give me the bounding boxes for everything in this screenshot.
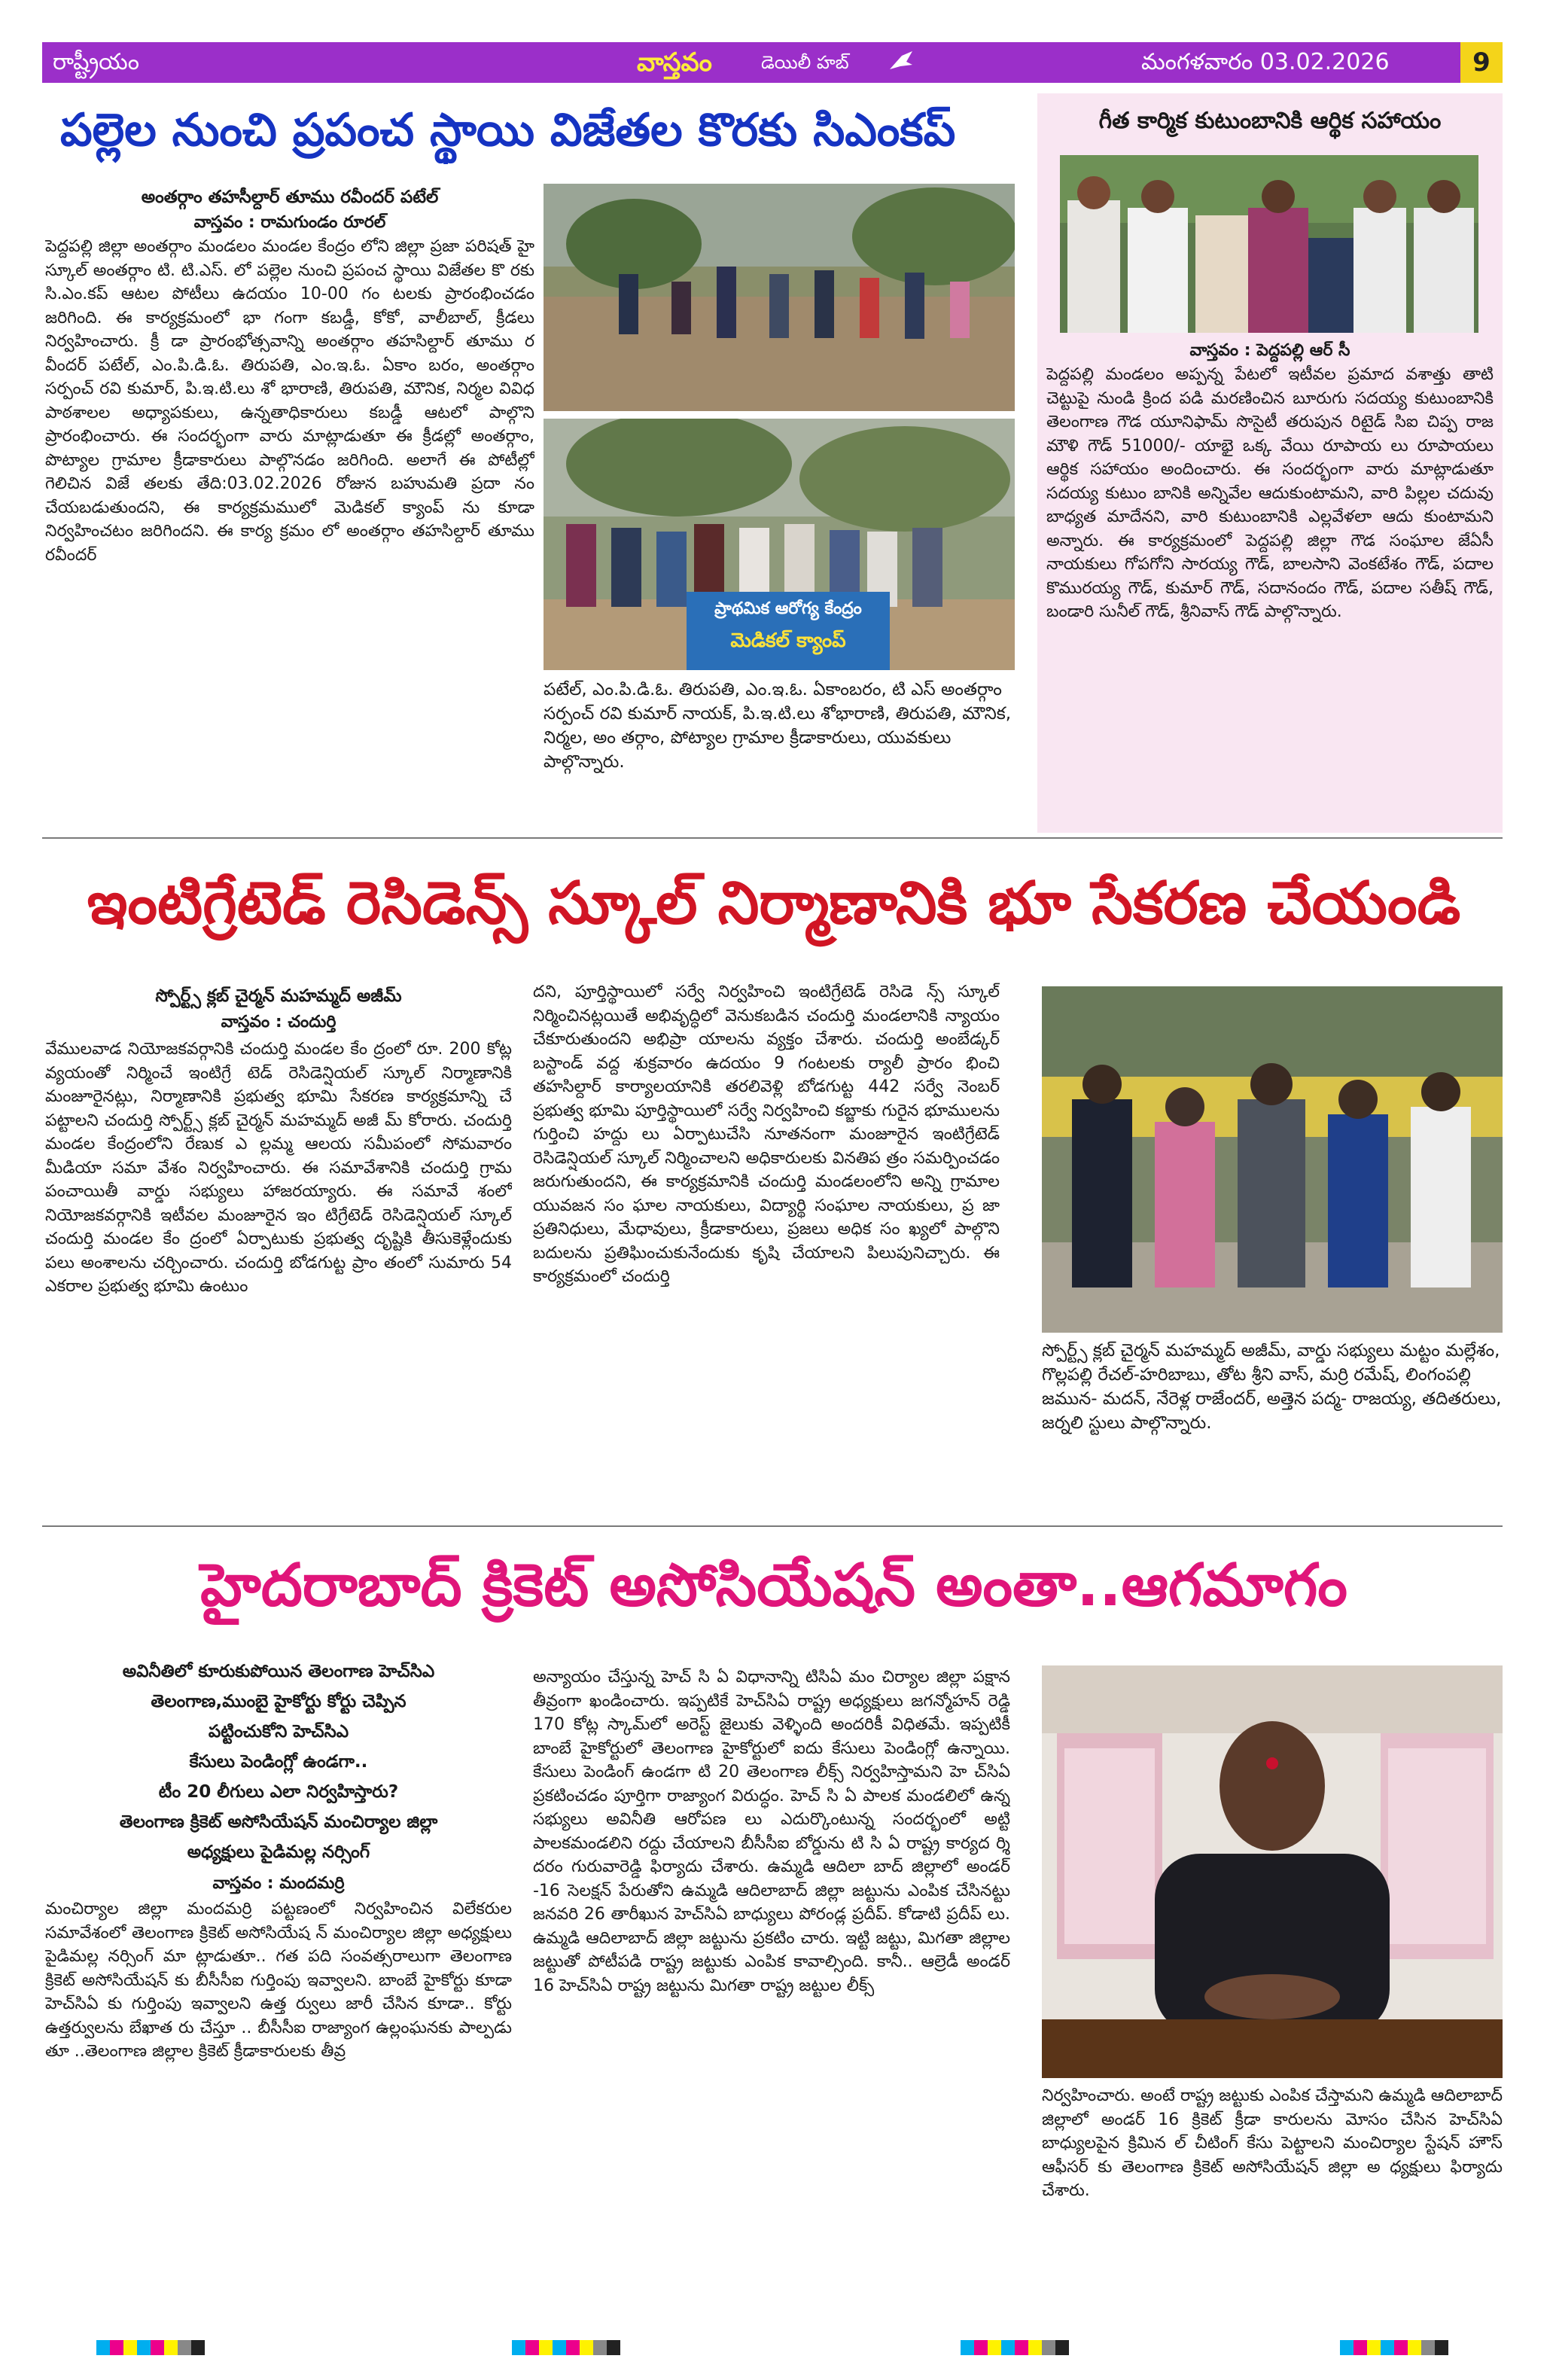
color-registration-strip <box>1340 2340 1448 2355</box>
section-label: రాష్ట్రీయం <box>53 49 139 75</box>
story1-byline: అంతర్గాం తహసీల్దార్ తూము రవీందర్ పటేల్ <box>141 187 439 207</box>
cricket-association-president-photo <box>1042 1665 1503 2078</box>
story4-subhead: టీం 20 లీగులు ఎలా నిర్వహిస్తారు? <box>158 1782 399 1802</box>
story4-subhead: పట్టించుకోని హెచ్‌సిఎ <box>208 1722 349 1742</box>
story3-body-column1: వేములవాడ నియోజకవర్గానికి చందుర్తి మండల కేం ద్రంలో రూ. 200 కోట్ల వ్యయంతో నిర్మించే ఇంటిగ్రే టెడ్ రెసిడెన్షియల్ స్కూల్ నిర్మాణానికి మంజూరైనట్లు, నిర్మాణానికి ప్రభుత్వ భూమి సేకరణ కార్యక్రమాన్ని చే పట్టాలని చందుర్తి స్పోర్ట్స్ క్లబ్ చైర్మన్ మహమ్మద్ అజీ మ్ కోరారు. చందుర్తి మండల కేంద్రంలోని రేణుక ఎ ల్లమ్మ ఆలయ సమీపంలో సోమవారం మీడియా సమా వేశం నిర్వహించారు. ఈ సమావేశానికి చందుర్తి గ్రామ పంచాయితీ వార్డు సభ్యులు హాజరయ్యారు. ఈ సమావే శంలో నియోజకవర్గానికి ఇటీవల మంజూరైన ఇం టిగ్రేటెడ్ రెసిడెన్షియల్ స్కూల్ చందుర్తి మండల కేం ద్రంలో ఏర్పాటుకు ప్రభుత్వ దృష్టికి తీసుకెళ్లేందుకు పలు అంశాలను చర్చించారు. చందుర్తి బోడగుట్ట ప్రాం తంలో సుమారు 54 ఎకరాల ప్రభుత్వ భూమి ఉంటుం <box>45 1040 512 1296</box>
header-bar <box>42 42 1503 83</box>
story3-body-column2: దని, పూర్తిస్థాయిలో సర్వే నిర్వహించి ఇంటిగ్రేటెడ్ రెసిడె న్స్ స్కూల్ నిర్మించినట్లయితే అభివృద్ధిలో వెనుకబడిన చందుర్తి మండలానికి న్యాయం చేకూరుతుందని అభిప్రా యాలను వ్యక్తం చేశారు. చందుర్తి అంబేడ్కర్ బస్టాండ్ వద్ద శుక్రవారం ఉదయం 9 గంటలకు ర్యాలీ ప్రారం భించి తహసిల్దార్ కార్యాలయానికి తరలివెళ్లి బోడగుట్ట 442 సర్వే నెంబర్ ప్రభుత్వ భూమి పూర్తిస్థాయిలో సర్వే నిర్వహించి కబ్జాకు గురైన భూములను గుర్తించి హద్దు లు ఏర్పాటుచేసి నూతనంగా మంజూరైన ఇంటిగ్రేటెడ్ రెసిడెన్షియల్ స్కూల్ నిర్మించాలని అధికారులకు వినతిప త్రం సమర్పించడం జరుగుతుందని, ఈ కార్యక్రమానికి చందుర్తి మండలంలోని అన్ని గ్రామాల యువజన సం ఘాల నాయకులు, విద్యార్థి సంఘాల నాయకులు, ప్ర జా ప్రతినిధులు, మేధావులు, క్రీడాకారులు, ప్రజలు అధిక సం ఖ్యలో పాల్గొని బదులను ప్రతిఘించుకునేందుకు కృషి చేయాలని పిలుపునిచ్చారు. ఈ కార్యక్రమంలో చందుర్తి <box>533 983 1000 1286</box>
story1-caption: పటేల్, ఎం.పి.డి.ఓ. తిరుపతి, ఎం.ఇ.ఓ. ఏకాంబరం, టి ఎస్ అంతర్గాం సర్పంచ్ రవి కుమార్ నాయక్, పి.ఇ.టి.లు శోభారాణి, తిరుపతి, మౌనిక, నిర్మల, అం తర్గాం, పోట్యాల గ్రామాల క్రీడాకారులు, యువకులు పాల్గొన్నారు. <box>544 680 1012 772</box>
story1-source: వాస్తవం : రామగుండం రూరల్ <box>193 213 386 232</box>
story1-body: పెద్దపల్లి జిల్లా అంతర్గాం మండలం మండల కేంద్రం లోని జిల్లా ప్రజా పరిషత్ హై స్కూల్ అంతర్గాం టి. టి.ఎస్. లో పల్లెల నుంచి ప్రపంచ స్థాయి విజేతల కొ రకు సి.ఎం.కప్ ఆటల పోటీలు ఉదయం 10-00 గం టలకు ప్రారంభించడం జరిగింది. ఈ కార్యక్రమంలో భా గంగా కబడ్డీ, కోకో, వాలీబాల్, క్రీడలు నిర్వహించారు. క్రీ డా ప్రారంభోత్సవాన్ని అంతర్గాం తహసిల్దార్ తూము ర వీందర్ పటేల్, ఎం.పి.డి.ఓ. తిరుపతి, ఎం.ఇ.ఓ. ఏకాం బరం, అంతర్గాం సర్పంచ్ రవి కుమార్, పి.ఇ.టి.లు శో భారాణి, తిరుపతి, మౌనిక, నిర్మల వివిధ పాఠశాలల అధ్యాపకులు, ఉన్నతాధికారులు కబడ్డీ ఆటలో పాల్గొని ప్రారంభించారు. ఈ సందర్భంగా వారు మాట్లాడుతూ ఈ క్రీడల్లో అంతర్గాం, పొట్యాల గ్రామాల క్రీడాకారులు పాల్గొనడం జరిగింది. అలాగే ఈ పోటీల్లో గెలిచిన విజే తలకు తేది:03.02.2026 రోజున బహుమతి ప్రదా నం చేయబడుతుందని, ఈ కార్యక్రమములో మెడికల్ క్యాంప్ ను కూడా నిర్వహించటం జరిగిందని. ఈ కార్య క్రమం లో అంతర్గాం తహసిల్దార్ తూము రవీందర్ <box>45 237 534 565</box>
story3-source: వాస్తవం : చందుర్తి <box>221 1013 336 1032</box>
story3-headline: ఇంటిగ్రేటెడ్ రెసిడెన్స్ స్కూల్ నిర్మాణానికి భూ సేకరణ చేయండి <box>87 870 1461 937</box>
story2-body: పెద్దపల్లి మండలం అప్పన్న పేటలో ఇటీవల ప్రమాద వశాత్తు తాటి చెట్టుపై నుండి క్రింద పడి మరణించిన బూరుగు సదయ్య కుటుంబానికి తెలంగాణ గౌడ యూనిఫామ్ సొసైటీ తరుపున రిటైడ్ సిఐ చిప్ప రాజ మౌళి గౌడ్ 51000/- యాభై ఒక్క వేయి రూపాయ లు రూపాయలు ఆర్థిక సహాయం అందించారు. ఈ సందర్భంగా వారు మాట్లాడుతూ సదయ్య కుటుం బానికి అన్నివేల ఆదుకుంటామని, వారి పిల్లల చదువు బాధ్యత మాదేనని, వారి కుటుంబానికి ఎల్లవేళలా ఆదు కుంటామని అన్నారు. ఈ కార్యక్రమంలో పెద్దపల్లి జిల్లా గౌడ సంఘాల జేఏసీ నాయకులు గోపగోని సారయ్య గౌడ్, బాలసాని వెంకటేశం గౌడ్, పదాల కొమురయ్య గౌడ్, కుమార్ గౌడ్, సదానందం గౌడ్, పదాల సతీష్ గౌడ్, బండారి సునీల్ గౌడ్, శ్రీనివాస్ గౌడ్ పాల్గొన్నారు. <box>1046 365 1494 621</box>
story4-subhead: అవినీతిలో కూరుకుపోయిన తెలంగాణ హెచ్‌సిఎ <box>122 1662 435 1681</box>
story4-headline: హైదరాబాద్ క్రికెట్ అసోసియేషన్ అంతా..ఆగమాగం <box>200 1552 1347 1620</box>
masthead-title: వాస్తవం <box>637 47 712 78</box>
story4-subheads <box>45 1656 512 1867</box>
story2-headline: గీత కార్మిక కుటుంబానికి ఆర్థిక సహాయం <box>1098 108 1442 134</box>
section-divider <box>42 1525 1503 1527</box>
story4-body-column3: నిర్వహించారు. అంటే రాష్ట్ర జట్టుకు ఎంపిక చేస్తామని ఉమ్మడి ఆదిలాబాద్ జిల్లాలో అండర్ 16 క్రికెట్ క్రీడా కారులను మోసం చేసిన హెచ్‌సిఏ బాధ్యులపైన క్రిమిన ల్ చీటింగ్ కేసు పెట్టాలని మంచిర్యాల స్టేషన్ హౌస్ ఆఫీసర్ కు తెలంగాణ క్రికెట్ అసోసియేషన్ జిల్లా అ ధ్యక్షులు ఫిర్యాదు చేశారు. <box>1042 2086 1503 2200</box>
story2-source: వాస్తవం : పెద్దపల్లి ఆర్ సీ <box>1189 341 1350 360</box>
story3-byline: స్పోర్ట్స్ క్లబ్ చైర్మన్ మహమ్మద్ అజీమ్ <box>155 986 402 1006</box>
sports-club-group-photo <box>1042 986 1503 1333</box>
camp-banner-subtitle: మెడికల్ క్యాంప్ <box>730 629 846 652</box>
color-registration-strip <box>512 2340 620 2355</box>
story4-body-column2: అన్యాయం చేస్తున్న హెచ్ సి ఏ విధానాన్ని టిసిఏ మం చిర్యాల జిల్లా పక్షాన తీవ్రంగా ఖండించారు. ఇప్పటికే హెచ్‌సిఏ రాష్ట్ర అధ్యక్షులు జగన్మోహన్ రెడ్డి 170 కోట్ల స్కామ్‌లో అరెస్ట్ జైలుకు వెళ్ళింది అందరికీ విధితమే. ఇప్పటికీ బాంబే హైకోర్టులో తెలంగాణ హైకోర్టులో ఐదు కేసులు పెండింగ్లో ఉన్నాయి. కేసులు పెండింగ్ ఉండగా టి 20 తెలంగాణ లీక్స్ నిర్వహిస్తామని హె చ్‌సిఏ ప్రకటించడం పూర్తిగా రాజ్యాంగ విరుద్ధం. హెచ్ సి ఏ పాలక మండలిలో ఉన్న సభ్యులు అవినీతి ఆరోపణ లు ఎదుర్కొంటున్న సందర్భంలో అట్టి పాలకమండలిని రద్దు చేయాలని బీసీసీఐ బోర్డును టి సి ఏ రాష్ట్ర కార్యద ర్శి దరం గురువారెడ్డి ఫిర్యాదు చేశారు. ఉమ్మడి ఆదిలా బాద్ జిల్లాలో అండర్ -16 సెలక్షన్ పేరుతోని ఉమ్మడి ఆదిలాబాద్ జిల్లా జట్టును ఎంపిక చేసినట్టు జనవరి 26 తారీఖున హెచ్‌సిఏ బాధ్యులు పోరండ్ల ప్రదీప్. కోడాటి ప్రదీప్ లు. ఉమ్మడి ఆదిలాబాద్ జిల్లా జట్టును ప్రకటిం చారు. ఇట్టి జట్టు, మిగతా జిల్లాల జట్టుతో పోటీపడి రాష్ట్ర జట్టుకు ఎంపిక కావాల్సింది. కానీ.. ఆల్రెడీ అండర్ 16 హెచ్‌సిఏ రాష్ట్ర జట్టును మిగతా రాష్ట్ర జట్టుల లీక్స్ <box>533 1668 1010 1995</box>
color-registration-strip <box>96 2340 205 2355</box>
aid-handover-photo <box>1060 155 1478 333</box>
story4-subhead: తెలంగాణ క్రికెట్ అసోసియేషన్ మంచిర్యాల జిల్లా <box>119 1812 438 1832</box>
story1-headline: పల్లెల నుంచి ప్రపంచ స్థాయి విజేతల కొరకు సిఎంకప్ <box>60 104 956 157</box>
bird-logo-icon <box>887 48 915 77</box>
story4-subhead: తెలంగాణ,ముంబై హైకోర్టు కోర్టు చెప్పిన <box>151 1692 407 1711</box>
color-registration-strip <box>961 2340 1069 2355</box>
story4-subhead: అధ్యక్షులు పైడిమల్ల నర్సింగ్ <box>187 1842 370 1862</box>
medical-camp-photo <box>544 419 1015 670</box>
kabaddi-match-photo <box>544 184 1015 411</box>
story4-source: వాస్తవం : మందమర్రి <box>212 1874 345 1893</box>
page-number: 9 <box>1460 42 1503 83</box>
section-divider <box>42 837 1503 839</box>
camp-banner-title: ప్రాథమిక ఆరోగ్య కేంద్రం <box>714 599 862 618</box>
story4-subhead: కేసులు పెండింగ్లో ఉండగా.. <box>189 1752 368 1772</box>
masthead-tagline: డెయిలీ హబ్ <box>761 52 849 73</box>
story3-caption: స్పోర్ట్స్ క్లబ్ చైర్మన్ మహమ్మద్ అజీమ్, వార్డు సభ్యులు మట్టం మల్లేశం, గొల్లపల్లి రేచల్-హరిబాబు, తోట శ్రీని వాస్, మర్రి రమేష్, లింగంపల్లి జమున- మదన్, నేరెళ్ల రాజేందర్, అత్తెన పద్మ- రాజయ్య, తదితరులు, జర్నలి స్టులు పాల్గొన్నారు. <box>1042 1341 1502 1433</box>
issue-date: మంగళవారం 03.02.2026 <box>1141 49 1390 75</box>
story4-body-column1: మంచిర్యాల జిల్లా మందమర్రి పట్టణంలో నిర్వహించిన విలేకరుల సమావేశంలో తెలంగాణ క్రికెట్ అసోసియేష న్ మంచిర్యాల జిల్లా అధ్యక్షులు పైడిమల్ల నర్సింగ్ మా ట్లాడుతూ.. గత పది సంవత్సరాలుగా తెలంగాణ క్రికెట్ అసోసియేషన్ కు బీసీసీఐ గుర్తింపు ఇవ్వాలని. బాంబే హైకోర్టు కూడా హెచ్‌సిఏ కు గుర్తింపు ఇవ్వాలని ఉత్త ర్వులు జారీ చేసిన కూడా.. కోర్టు ఉత్తర్వులను బేఖాత రు చేస్తూ .. బీసీసీఐ రాజ్యాంగ ఉల్లంఘనకు పాల్పడు తూ ..తెలంగాణ జిల్లాల క్రికెట్ క్రీడాకారులకు తీవ్ర <box>45 1900 512 2061</box>
